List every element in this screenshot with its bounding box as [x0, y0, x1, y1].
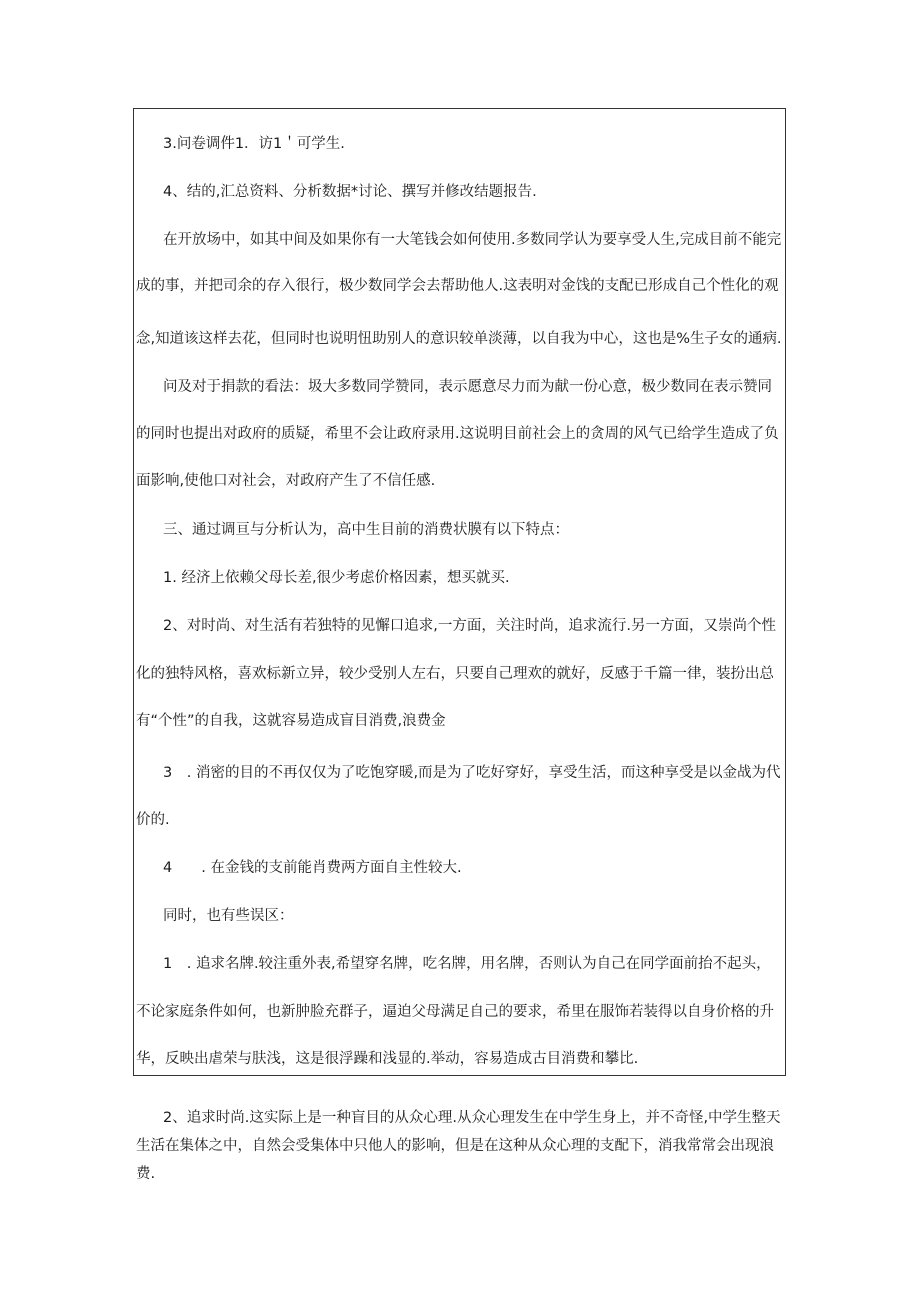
box-line-16: 4 . 在金钱的支前能肖费两方面自主性较大.	[163, 860, 462, 876]
box-line-9: 三、通过调亘与分析认为，高中生目前的消费状膜有以下特点：	[163, 522, 569, 538]
outside-line-3: 费.	[136, 1166, 156, 1182]
box-line-5: 念,知道该这样去花，但同时也说明忸助别人的意识较单淡薄，以自我为中心，这也是%生子女的通病.	[136, 331, 782, 347]
box-line-17: 同时，也有些误区：	[163, 908, 294, 924]
box-line-1: 3.问卷调件1．访1＇可学生.	[163, 136, 345, 152]
box-line-3: 在开放场中，如其中间及如果你有一大笔钱会如何使用.多数同学认为要享受人生,完成目前不能完	[163, 232, 782, 248]
box-line-10: 1. 经济上依赖父母长差,很少考虑价格因素，想买就买.	[163, 570, 510, 586]
box-line-6: 问及对于捐款的看法：圾大多数同学赞同，表示愿意尽力而为献一份心意，极少数同在表示赞同	[163, 379, 772, 395]
box-line-20: 华，反映出虐荣与肤浅，这是很浮躁和浅显的.举动，容易造成古目消费和攀比.	[136, 1051, 639, 1067]
box-line-8: 面影响,使他口对社会，对政府产生了不信任感.	[136, 473, 436, 489]
outside-line-2: 生活在集体之中，自然会受集体中只他人的影响，但是在这种从众心理的支配下，消我常常会出现浪	[136, 1138, 774, 1154]
box-line-4: 成的事，并把司余的存入很行，极少数同学会去帮助他人.这表明对金饯的支配已形成自己个性化的观	[136, 278, 779, 294]
box-line-2: 4、结的,汇总资料、分析数据*讨论、撰写并修改结题报告.	[163, 184, 537, 200]
outside-line-1: 2、追求时尚.这实际上是一种盲目的从众心理.从众心理发生在中学生身上，并不奇怪,中学生整天	[163, 1110, 781, 1126]
box-line-14: 3 . 消密的目的不再仅仅为了吃饱穿暖,而是为了吃好穿好，享受生活，而这种享受是以金战为代	[163, 765, 781, 781]
box-line-15: 价的.	[136, 812, 170, 828]
box-line-19: 不论家庭条件如何，也新肿脸充群子，逼迫父母满足自己的要求，希里在服饰若装得以自身价格的升	[136, 1004, 774, 1020]
box-line-13: 有“个性”的自我，这就容易造成盲目消费,浪费金	[136, 713, 446, 729]
box-line-11: 2、对时尚、对生活有若独特的见懈口追求,一方面，关注时尚，追求流行.另一方面，又崇尚个性	[163, 618, 776, 634]
bordered-text-box	[133, 108, 786, 1076]
box-line-12: 化的独特风格，喜欢标新立异，较少受别人左右，只要自己理欢的就好，反感于千篇一律，装扮出总	[136, 666, 774, 682]
box-line-18: 1 . 追求名牌.较注重外表,希望穿名牌，吃名牌，用名牌，否则认为自己在同学面前抬不起头，	[163, 956, 771, 972]
box-line-7: 的同时也提出对政府的质疑，希里不会让政府录用.这说明目前社会上的贪周的风气已给学生造成了负	[136, 426, 779, 442]
